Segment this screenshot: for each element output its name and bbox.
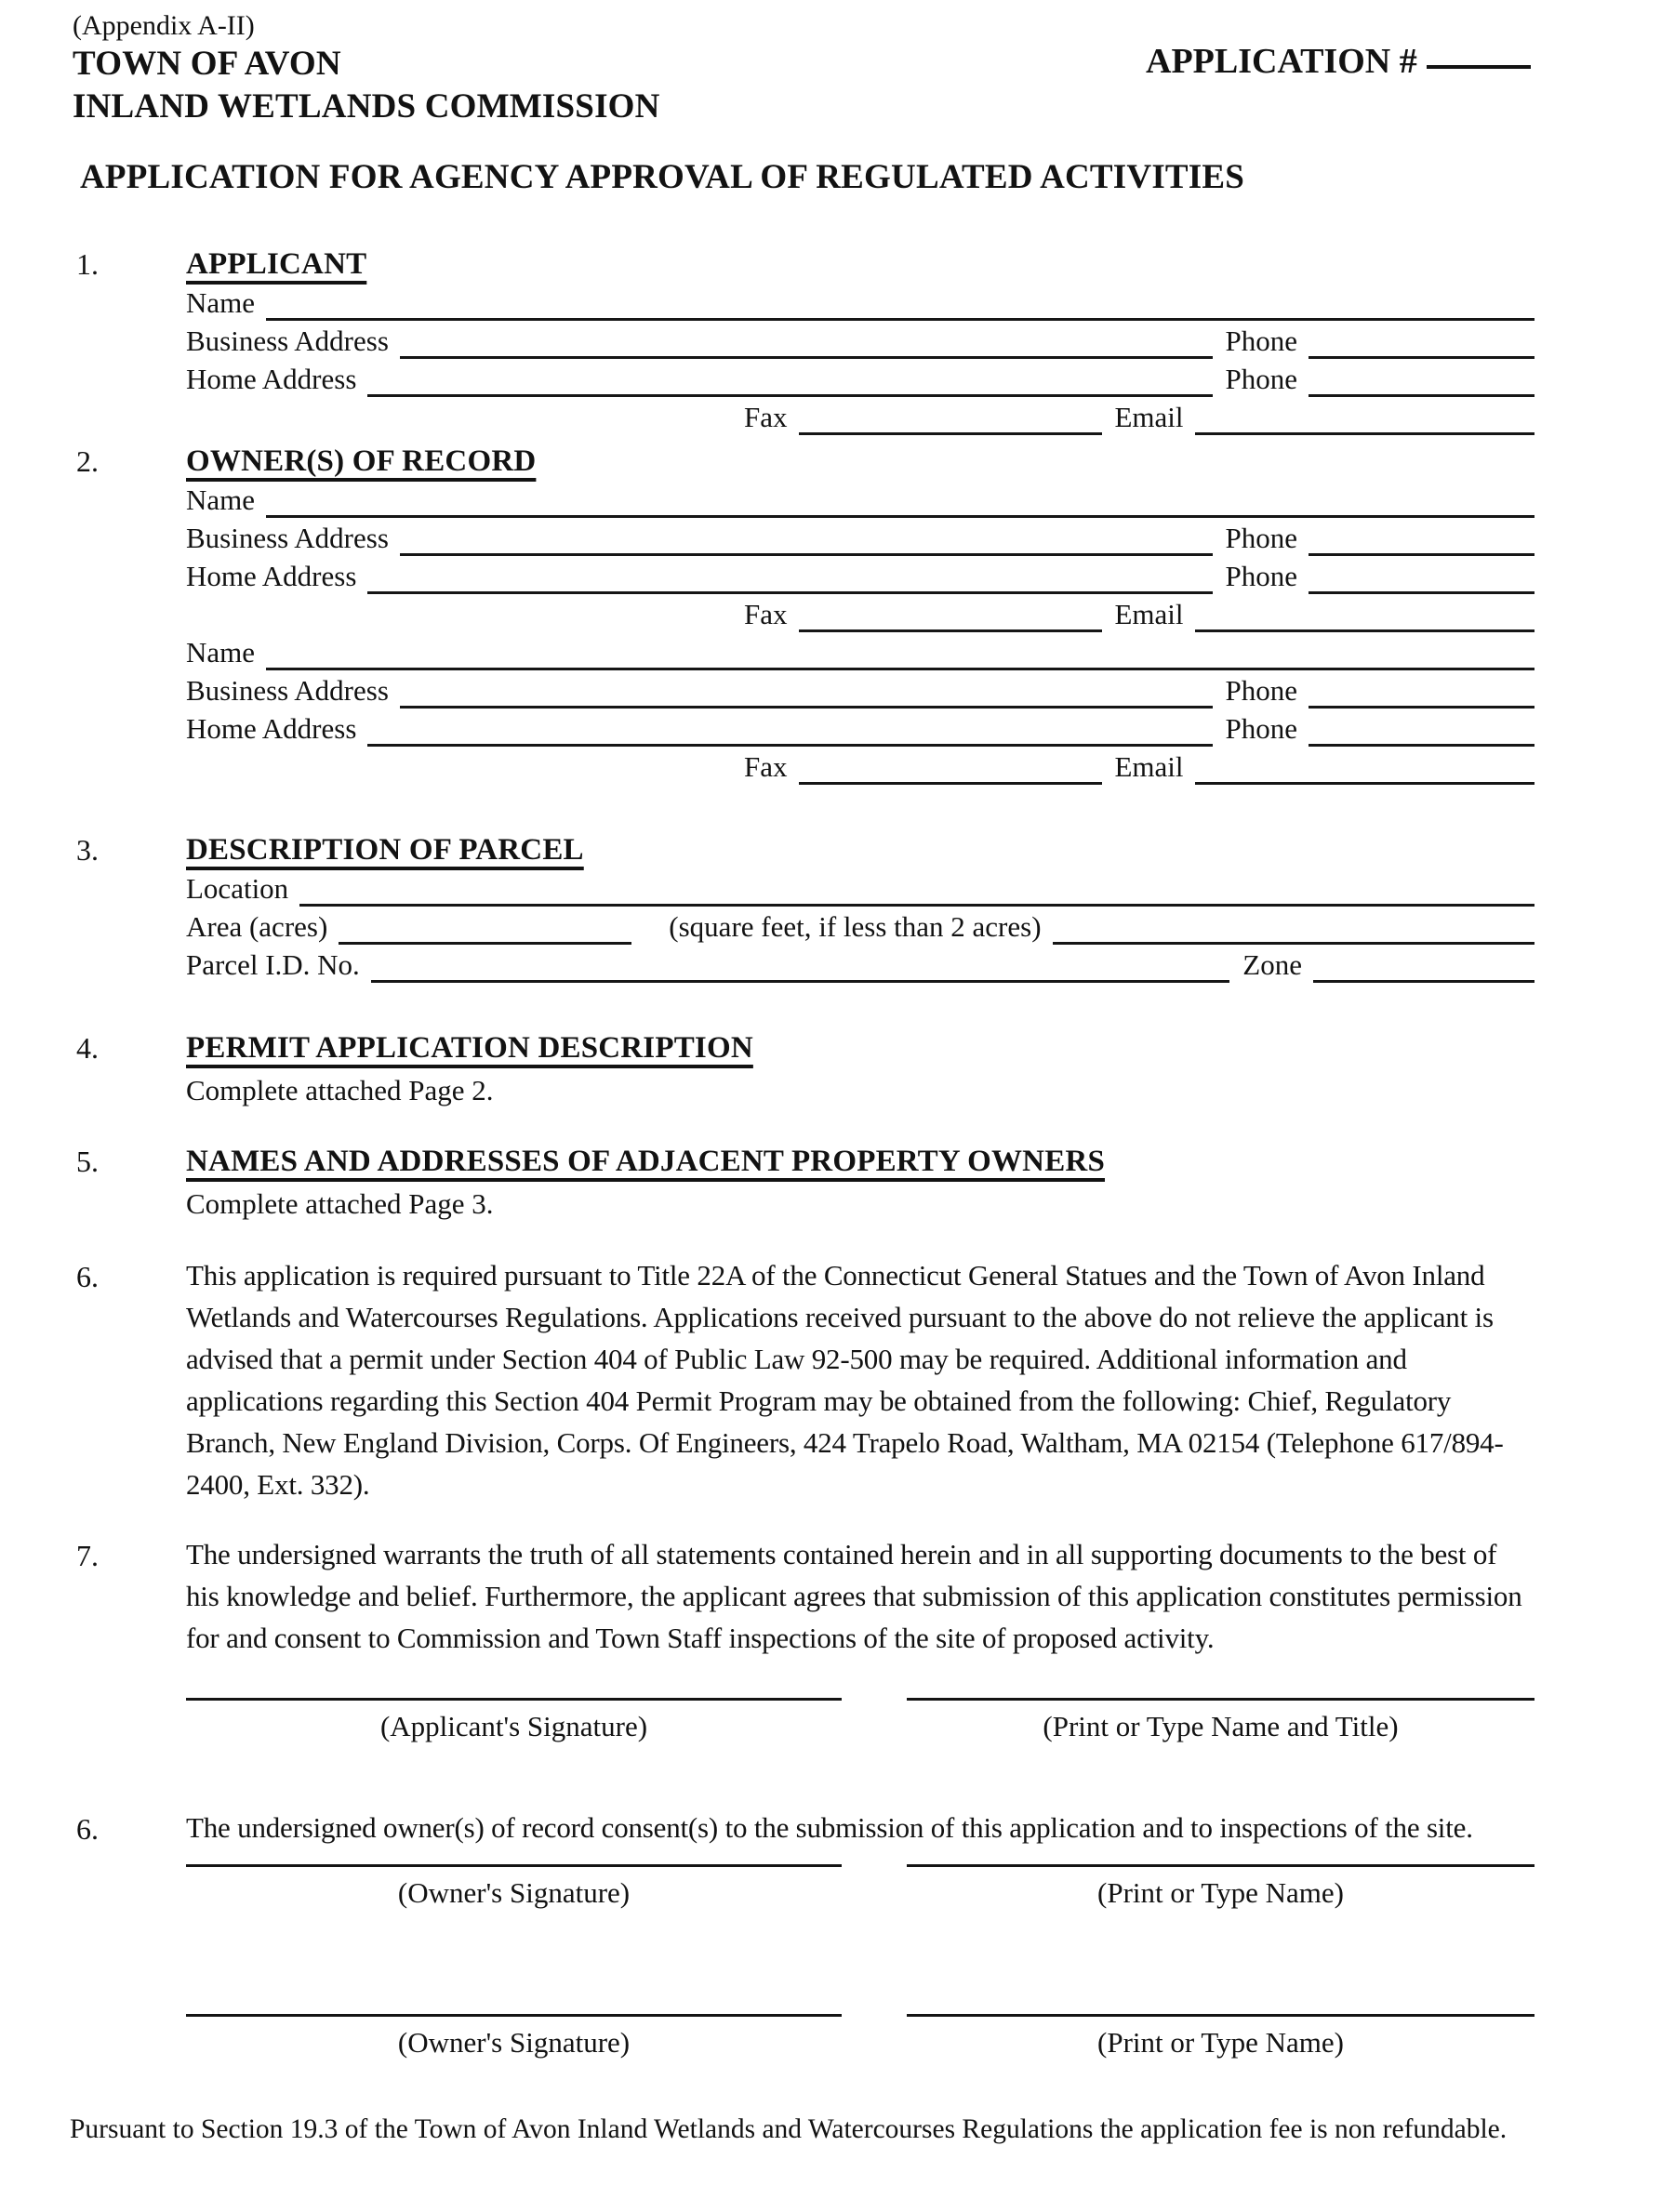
owner2-signature-block <box>186 2014 1534 2061</box>
owner1-name-field[interactable] <box>266 513 1534 518</box>
area-acres-label: Area (acres) <box>186 910 328 943</box>
owner1-fax-email-row <box>186 598 1534 636</box>
business-address-label: Business Address <box>186 325 389 357</box>
phone-label: Phone <box>1225 522 1297 554</box>
owner2-fax-email-row <box>186 750 1534 788</box>
applicant-signature-block <box>186 1698 1534 1745</box>
owner2-printed-name-field[interactable] <box>907 2014 1534 2017</box>
owner1-name-row <box>186 483 1534 522</box>
section-7-number: 7. <box>76 1539 99 1572</box>
section-2-number: 2. <box>76 444 99 478</box>
owner1-business-address-row <box>186 522 1534 560</box>
name-label: Name <box>186 636 256 669</box>
applicant-signature-field[interactable] <box>186 1698 842 1701</box>
owner2-business-phone-field[interactable] <box>1309 704 1534 709</box>
section-8-body: The undersigned owner(s) of record consent(s) to the submission of this application and to inspections of the site. <box>186 1811 1473 1844</box>
org-name-line2: INLAND WETLANDS COMMISSION <box>73 87 660 126</box>
applicant-home-address-field[interactable] <box>367 392 1212 397</box>
owner2-fax-field[interactable] <box>799 780 1102 785</box>
fax-label: Fax <box>744 750 788 783</box>
location-label: Location <box>186 872 289 905</box>
applicant-name-field[interactable] <box>266 316 1534 321</box>
business-address-label: Business Address <box>186 522 389 554</box>
email-label: Email <box>1114 598 1184 630</box>
section-3-heading: DESCRIPTION OF PARCEL <box>186 833 584 867</box>
zone-label: Zone <box>1242 948 1302 981</box>
owner2-home-address-field[interactable] <box>367 742 1212 747</box>
section-owners <box>76 439 1534 788</box>
owner2-signature-field[interactable] <box>186 2014 842 2017</box>
application-number-label: APPLICATION # <box>1146 42 1417 81</box>
parcel-zone-field[interactable] <box>1313 978 1534 983</box>
parcel-id-label: Parcel I.D. No. <box>186 948 360 981</box>
print-name-caption: (Print or Type Name) <box>1097 1876 1344 1909</box>
owner2-business-address-row <box>186 674 1534 712</box>
parcel-location-row <box>186 872 1534 910</box>
section-2-heading: OWNER(S) OF RECORD <box>186 444 537 478</box>
section-7-body: The undersigned warrants the truth of all statements contained herein and in all supporting documents to the best of his knowledge and belief. Furthermore, the applicant agrees that submission of this application constitutes permission for and consent to Commission and Town Staff inspections of the site of proposed activity. <box>186 1538 1522 1654</box>
section-1-number: 1. <box>76 247 99 281</box>
owner1-business-address-field[interactable] <box>400 551 1213 556</box>
phone-label: Phone <box>1225 325 1297 357</box>
owner2-home-phone-field[interactable] <box>1309 742 1534 747</box>
phone-label: Phone <box>1225 712 1297 745</box>
owner1-home-phone-field[interactable] <box>1309 589 1534 594</box>
section-6-number: 6. <box>76 1260 99 1293</box>
applicant-fax-email-row <box>186 401 1534 439</box>
fax-label: Fax <box>744 598 788 630</box>
parcel-area-sqft-field[interactable] <box>1053 940 1534 945</box>
section-6-body: This application is required pursuant to Title 22A of the Connecticut General Statues and the Town of Avon Inland Wetlands and Watercourses Regulations. Applications received pursuant to the above do not relieve the applicant is advised that a permit under Section 404 of Public Law 92-500 may be required. Additional information and applications regarding this Section 404 Permit Program may be obtained from the following: Chief, Regulatory Branch, New England Division, Corps. Of Engineers, 424 Trapelo Road, Waltham, MA 02154 (Telephone 617/894-2400, Ext. 332). <box>186 1259 1504 1501</box>
section-adjacent-owners <box>76 1139 1534 1225</box>
section-5-number: 5. <box>76 1145 99 1178</box>
owner2-email-field[interactable] <box>1195 780 1534 785</box>
section-3-number: 3. <box>76 833 99 867</box>
application-number <box>1146 41 1531 82</box>
section-permit-description <box>76 1026 1534 1111</box>
owner-signature-caption: (Owner's Signature) <box>397 1876 631 1909</box>
application-number-field[interactable] <box>1427 63 1531 69</box>
owner-signature-caption: (Owner's Signature) <box>397 2026 631 2059</box>
section-statutory-notice <box>76 1254 1534 1505</box>
section-1-heading: APPLICANT <box>186 247 367 281</box>
square-feet-label: (square feet, if less than 2 acres) <box>669 910 1042 943</box>
section-owner-consent <box>76 1807 1534 1851</box>
business-address-label: Business Address <box>186 674 389 707</box>
section-5-heading: NAMES AND ADDRESSES OF ADJACENT PROPERTY OWNERS <box>186 1145 1106 1178</box>
owner1-business-phone-field[interactable] <box>1309 551 1534 556</box>
owner2-business-address-field[interactable] <box>400 704 1213 709</box>
applicant-signature-caption: (Applicant's Signature) <box>379 1710 648 1742</box>
parcel-id-row <box>186 948 1534 987</box>
section-5-body: Complete attached Page 3. <box>186 1187 494 1220</box>
owner1-home-address-field[interactable] <box>367 589 1212 594</box>
section-warrant <box>76 1533 1534 1659</box>
owner2-name-field[interactable] <box>266 666 1534 670</box>
section-4-heading: PERMIT APPLICATION DESCRIPTION <box>186 1031 753 1065</box>
applicant-business-address-field[interactable] <box>400 354 1213 359</box>
applicant-business-address-row <box>186 325 1534 363</box>
fax-label: Fax <box>744 401 788 433</box>
applicant-business-phone-field[interactable] <box>1309 354 1534 359</box>
owner2-home-address-row <box>186 712 1534 750</box>
home-address-label: Home Address <box>186 560 357 592</box>
parcel-area-acres-field[interactable] <box>339 940 631 945</box>
phone-label: Phone <box>1225 363 1297 395</box>
parcel-location-field[interactable] <box>299 902 1534 907</box>
applicant-home-phone-field[interactable] <box>1309 392 1534 397</box>
section-parcel <box>76 828 1534 987</box>
name-label: Name <box>186 483 256 516</box>
appendix-note: (Appendix A-II) <box>73 10 255 41</box>
section-4-number: 4. <box>76 1031 99 1065</box>
section-4-body: Complete attached Page 2. <box>186 1074 494 1106</box>
form-title: APPLICATION FOR AGENCY APPROVAL OF REGULATED ACTIVITIES <box>80 158 1245 196</box>
owner1-fax-field[interactable] <box>799 628 1102 632</box>
owner1-printed-name-field[interactable] <box>907 1864 1534 1867</box>
home-address-label: Home Address <box>186 712 357 745</box>
print-name-title-caption: (Print or Type Name and Title) <box>1043 1710 1399 1742</box>
email-label: Email <box>1114 401 1184 433</box>
phone-label: Phone <box>1225 674 1297 707</box>
applicant-fax-field[interactable] <box>799 430 1102 435</box>
owner1-email-field[interactable] <box>1195 628 1534 632</box>
owner1-home-address-row <box>186 560 1534 598</box>
owner1-signature-block <box>186 1864 1534 1912</box>
phone-label: Phone <box>1225 560 1297 592</box>
email-label: Email <box>1114 750 1184 783</box>
name-label: Name <box>186 286 256 319</box>
applicant-name-row <box>186 286 1534 325</box>
home-address-label: Home Address <box>186 363 357 395</box>
print-name-caption: (Print or Type Name) <box>1097 2026 1344 2059</box>
section-8-number: 6. <box>76 1812 99 1846</box>
owner1-signature-field[interactable] <box>186 1864 842 1867</box>
parcel-id-field[interactable] <box>371 978 1229 983</box>
parcel-area-row <box>186 910 1534 948</box>
org-name-line1: TOWN OF AVON <box>73 45 341 83</box>
section-applicant <box>76 242 1534 439</box>
applicant-email-field[interactable] <box>1195 430 1534 435</box>
footer-note: Pursuant to Section 19.3 of the Town of Avon Inland Wetlands and Watercourses Regulations the application fee is non refundable. <box>70 2114 1508 2144</box>
applicant-home-address-row <box>186 363 1534 401</box>
owner2-name-row <box>186 636 1534 674</box>
applicant-printed-name-field[interactable] <box>907 1698 1534 1701</box>
